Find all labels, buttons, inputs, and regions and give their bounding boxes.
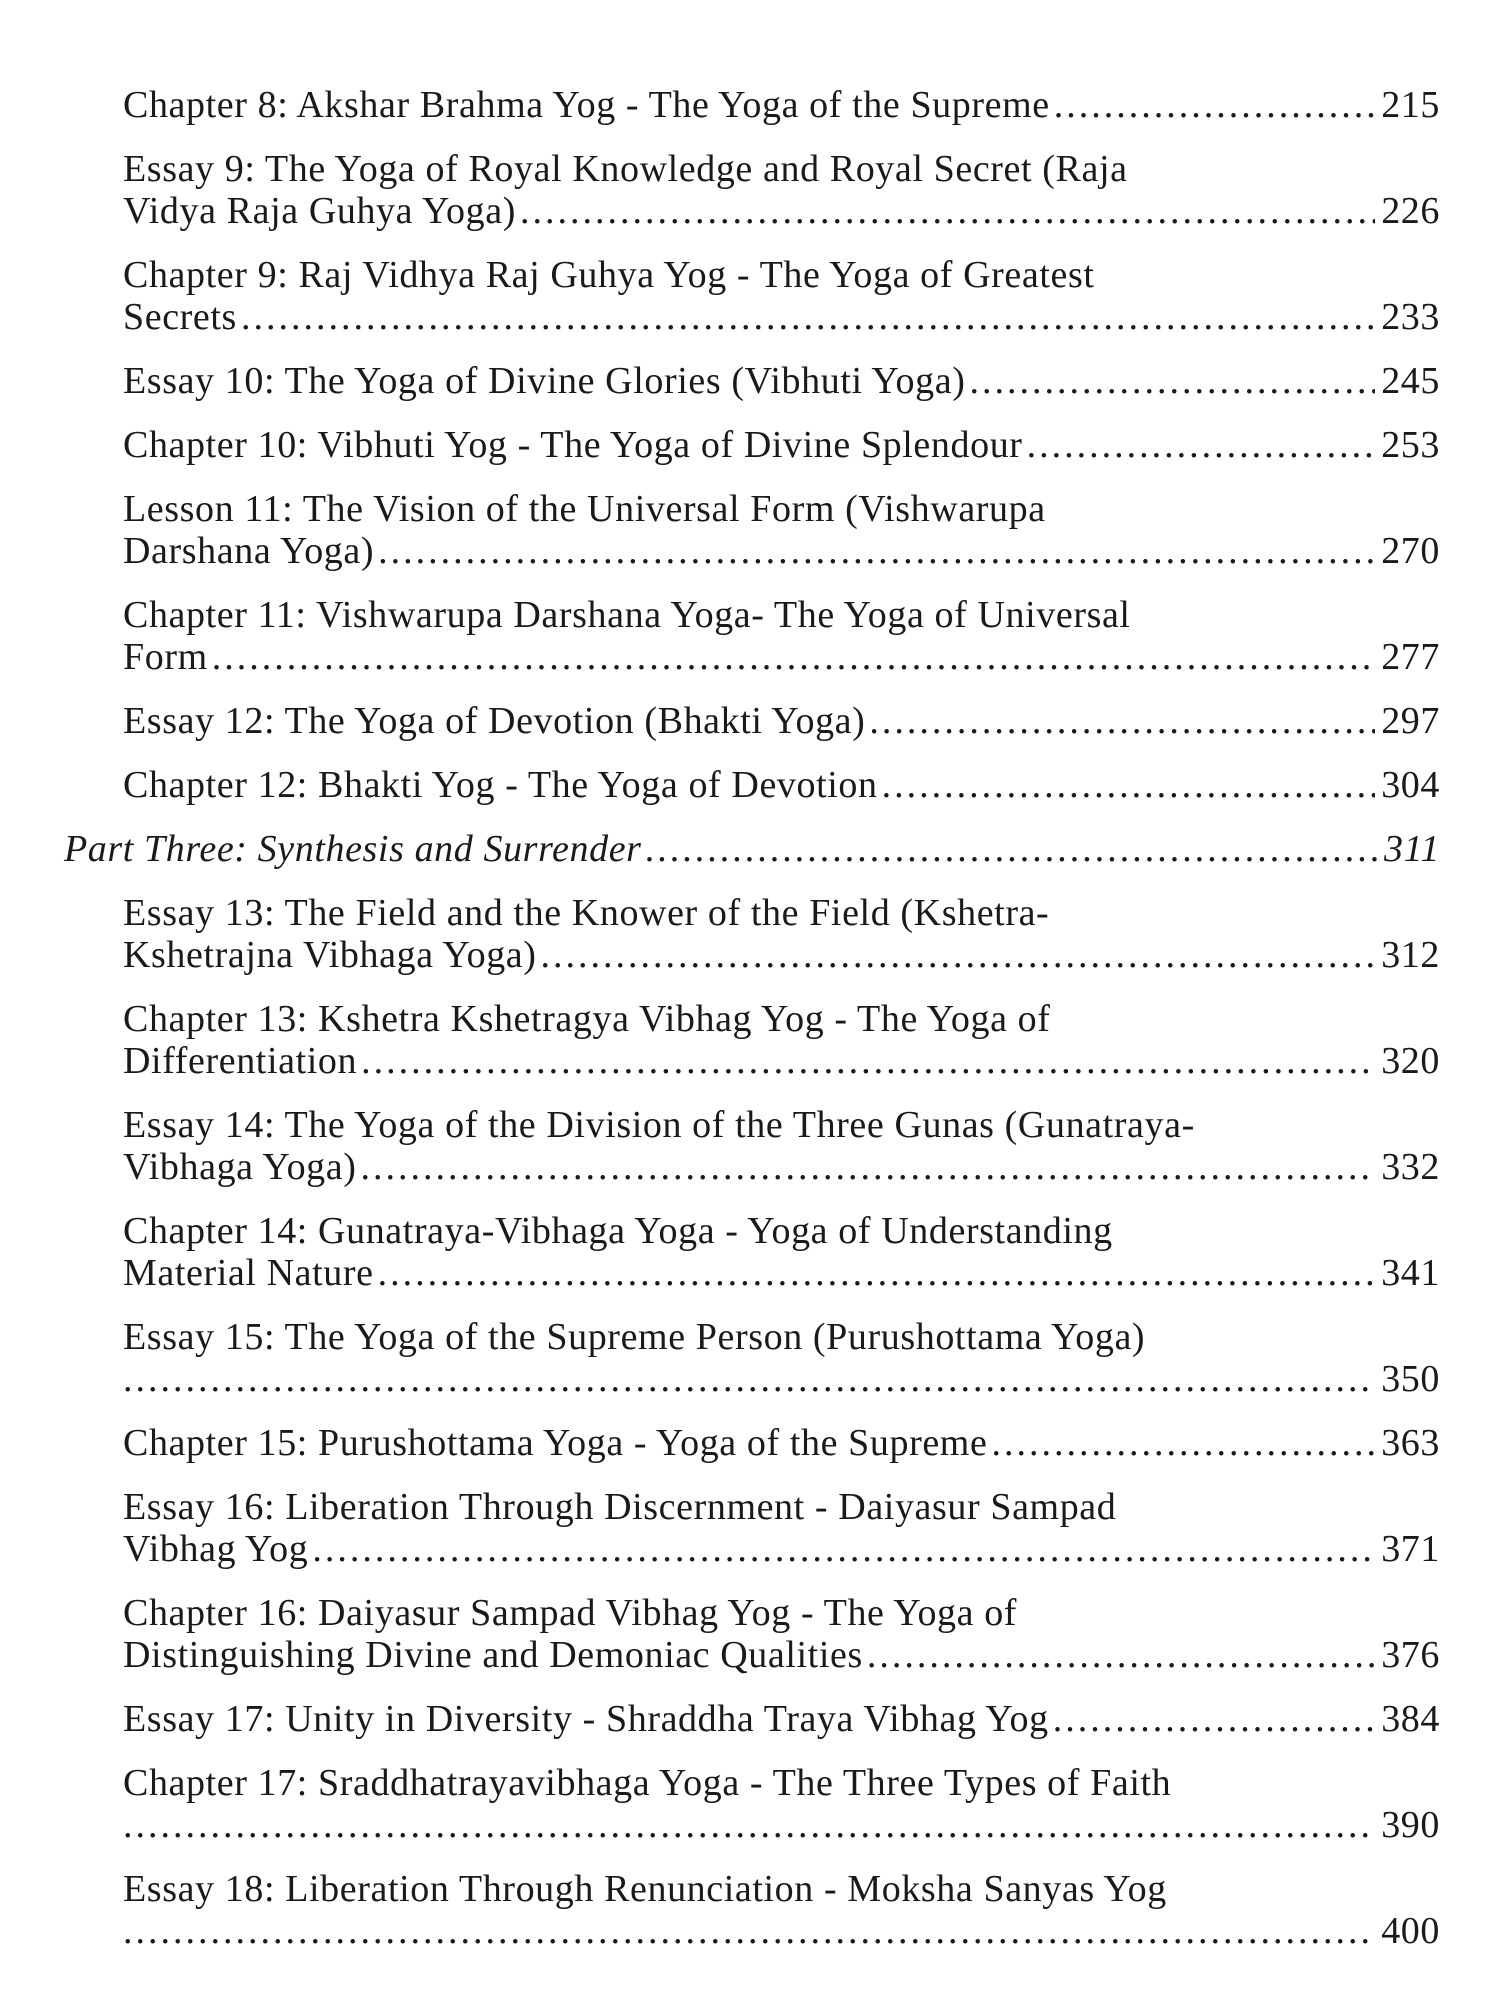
dot-leader bbox=[646, 828, 1378, 870]
page-number: 245 bbox=[1381, 360, 1440, 402]
entry-title-line: Chapter 17: Sraddhatrayavibhaga Yoga - The Three Types of Faith bbox=[123, 1762, 1172, 1804]
entry-title-line: Chapter 9: Raj Vidhya Raj Guhya Yog - The Yoga of Greatest bbox=[123, 254, 1095, 296]
dot-leader bbox=[991, 1422, 1375, 1464]
dot-leader bbox=[541, 934, 1376, 976]
toc-entry bbox=[123, 1868, 1440, 1952]
entry-title: Chapter 8: Akshar Brahma Yog - The Yoga of the Supreme bbox=[123, 84, 1050, 126]
page-number: 311 bbox=[1384, 828, 1440, 870]
part-title: Part Three: Synthesis and Surrender bbox=[64, 828, 642, 870]
entry-title-line: Essay 9: The Yoga of Royal Knowledge and Royal Secret (Raja bbox=[123, 148, 1128, 190]
table-of-contents bbox=[0, 84, 1500, 1974]
entry-title: Kshetrajna Vibhaga Yoga) bbox=[123, 934, 537, 976]
entry-title: Form bbox=[123, 636, 208, 678]
dot-leader bbox=[867, 1634, 1375, 1676]
dot-leader bbox=[969, 360, 1375, 402]
toc-entry bbox=[123, 1762, 1440, 1846]
entry-title: Differentiation bbox=[123, 1040, 358, 1082]
dot-leader bbox=[312, 1528, 1375, 1570]
entry-title-line: Essay 15: The Yoga of the Supreme Person (Purushottama Yoga) bbox=[123, 1316, 1146, 1358]
toc-part-heading bbox=[64, 828, 1440, 870]
dot-leader bbox=[212, 636, 1375, 678]
entry-title-line: Essay 13: The Field and the Knower of the Field (Kshetra- bbox=[123, 892, 1050, 934]
entry-title: Material Nature bbox=[123, 1252, 374, 1294]
entry-title: Chapter 10: Vibhuti Yog - The Yoga of Divine Splendour bbox=[123, 424, 1023, 466]
entry-title: Vibhag Yog bbox=[123, 1528, 309, 1570]
page-number: 297 bbox=[1381, 700, 1440, 742]
toc-entry bbox=[123, 424, 1440, 466]
toc-entry bbox=[123, 1698, 1440, 1740]
toc-entry bbox=[123, 148, 1440, 232]
entry-title-line: Chapter 14: Gunatraya-Vibhaga Yoga - Yoga of Understanding bbox=[123, 1210, 1113, 1252]
entry-title-line: Chapter 13: Kshetra Kshetragya Vibhag Yog - The Yoga of bbox=[123, 998, 1051, 1040]
page-number: 350 bbox=[1381, 1358, 1440, 1400]
page-number: 270 bbox=[1381, 530, 1440, 572]
toc-entry bbox=[123, 1422, 1440, 1464]
page-number: 341 bbox=[1381, 1252, 1440, 1294]
dot-leader bbox=[882, 764, 1376, 806]
toc-entry bbox=[123, 892, 1440, 976]
toc-entry bbox=[123, 1316, 1440, 1400]
toc-entry bbox=[123, 594, 1440, 678]
page-number: 390 bbox=[1381, 1804, 1440, 1846]
entry-title-line: Chapter 16: Daiyasur Sampad Vibhag Yog - The Yoga of bbox=[123, 1592, 1018, 1634]
page-number: 233 bbox=[1381, 296, 1440, 338]
page-number: 376 bbox=[1381, 1634, 1440, 1676]
toc-entry bbox=[123, 764, 1440, 806]
toc-entry bbox=[123, 1486, 1440, 1570]
dot-leader bbox=[361, 1146, 1376, 1188]
dot-leader bbox=[123, 1804, 1375, 1846]
dot-leader bbox=[361, 1040, 1375, 1082]
toc-entry bbox=[123, 1104, 1440, 1188]
entry-title-line: Essay 14: The Yoga of the Division of the Three Gunas (Gunatraya- bbox=[123, 1104, 1195, 1146]
page-number: 384 bbox=[1381, 1698, 1440, 1740]
toc-entry bbox=[123, 488, 1440, 572]
dot-leader bbox=[378, 1252, 1376, 1294]
dot-leader bbox=[869, 700, 1375, 742]
toc-entry bbox=[123, 998, 1440, 1082]
entry-title-line: Chapter 11: Vishwarupa Darshana Yoga- The Yoga of Universal bbox=[123, 594, 1131, 636]
entry-title-line: Lesson 11: The Vision of the Universal Form (Vishwarupa bbox=[123, 488, 1046, 530]
page-number: 312 bbox=[1381, 934, 1440, 976]
dot-leader bbox=[1054, 84, 1375, 126]
dot-leader bbox=[1027, 424, 1376, 466]
entry-title: Distinguishing Divine and Demoniac Qualities bbox=[123, 1634, 863, 1676]
page-number: 226 bbox=[1381, 190, 1440, 232]
page-number: 277 bbox=[1381, 636, 1440, 678]
entry-title: Chapter 15: Purushottama Yoga - Yoga of the Supreme bbox=[123, 1422, 988, 1464]
page-number: 215 bbox=[1381, 84, 1440, 126]
entry-title-line: Essay 18: Liberation Through Renunciation - Moksha Sanyas Yog bbox=[123, 1868, 1167, 1910]
toc-entry bbox=[123, 1210, 1440, 1294]
entry-title: Essay 10: The Yoga of Divine Glories (Vibhuti Yoga) bbox=[123, 360, 966, 402]
entry-title: Essay 12: The Yoga of Devotion (Bhakti Yoga) bbox=[123, 700, 866, 742]
dot-leader bbox=[123, 1358, 1375, 1400]
entry-title-line: Essay 16: Liberation Through Discernment - Daiyasur Sampad bbox=[123, 1486, 1117, 1528]
dot-leader bbox=[123, 1910, 1375, 1952]
page-number: 400 bbox=[1381, 1910, 1440, 1952]
page-number: 304 bbox=[1381, 764, 1440, 806]
toc-entry bbox=[123, 84, 1440, 126]
page-number: 320 bbox=[1381, 1040, 1440, 1082]
toc-entry bbox=[123, 1592, 1440, 1676]
toc-entry bbox=[123, 254, 1440, 338]
entry-title: Vibhaga Yoga) bbox=[123, 1146, 357, 1188]
dot-leader bbox=[378, 530, 1375, 572]
entry-title: Secrets bbox=[123, 296, 237, 338]
dot-leader bbox=[241, 296, 1375, 338]
entry-title: Darshana Yoga) bbox=[123, 530, 375, 572]
page-number: 363 bbox=[1381, 1422, 1440, 1464]
page-number: 371 bbox=[1381, 1528, 1440, 1570]
dot-leader bbox=[520, 190, 1375, 232]
entry-title: Chapter 12: Bhakti Yog - The Yoga of Devotion bbox=[123, 764, 878, 806]
toc-entry bbox=[123, 700, 1440, 742]
entry-title: Vidya Raja Guhya Yoga) bbox=[123, 190, 516, 232]
toc-entry bbox=[123, 360, 1440, 402]
entry-title: Essay 17: Unity in Diversity - Shraddha Traya Vibhag Yog bbox=[123, 1698, 1049, 1740]
page-number: 332 bbox=[1381, 1146, 1440, 1188]
dot-leader bbox=[1053, 1698, 1375, 1740]
page-number: 253 bbox=[1381, 424, 1440, 466]
